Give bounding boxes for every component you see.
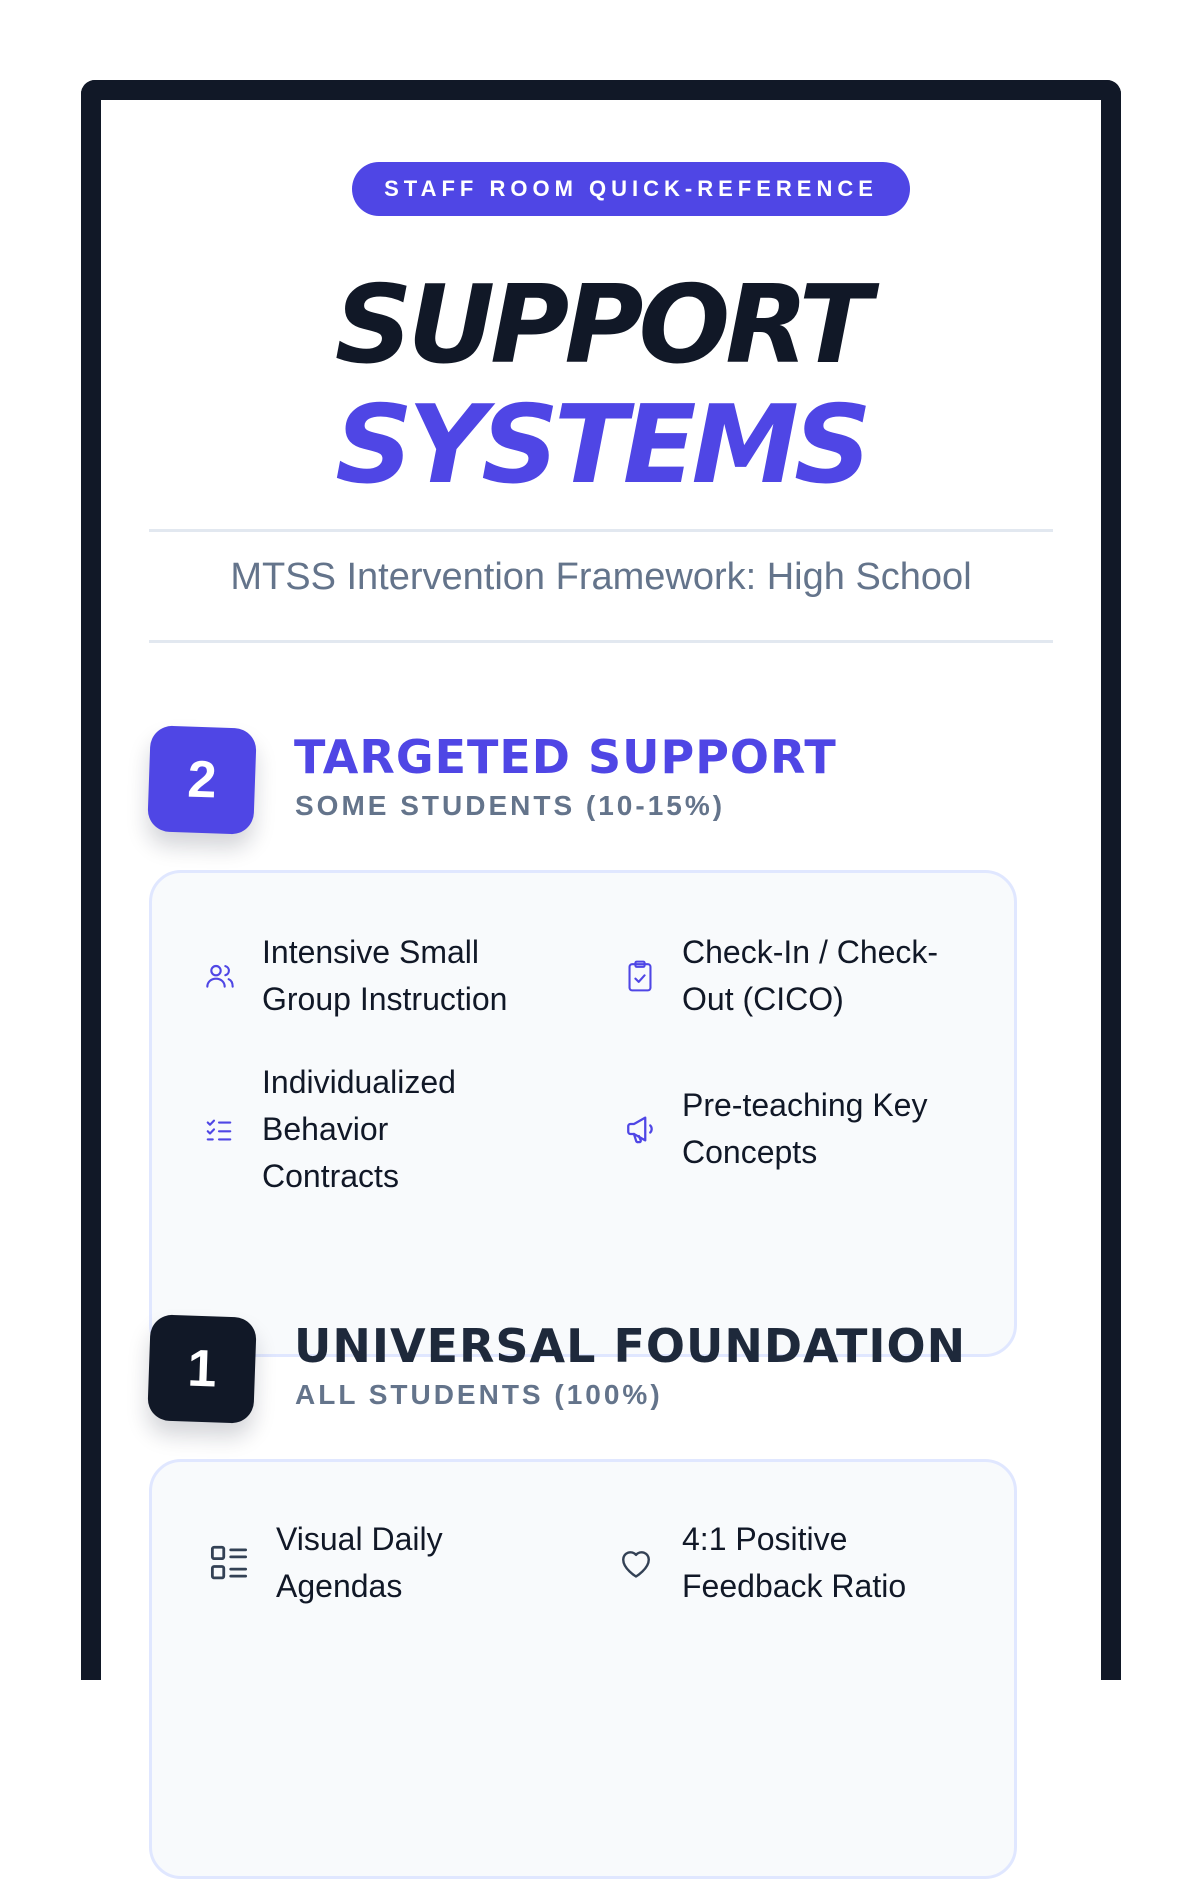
list-item-feedback-ratio: [618, 1516, 942, 1610]
poster-frame: [81, 80, 1121, 1680]
item-label: 4:1 Positive Feedback Ratio: [682, 1521, 907, 1604]
item-label: Individualized Behavior Contracts: [262, 1064, 456, 1194]
tier-1-title: UNIVERSAL FOUNDATION: [294, 1319, 967, 1373]
clipboard-check-icon: [624, 959, 682, 993]
list-item-visual-agendas: [208, 1516, 506, 1610]
tier-2-subtitle: SOME STUDENTS (10-15%): [295, 790, 726, 821]
list-checks-icon: [204, 1115, 262, 1145]
title-line-2: SYSTEMS: [335, 383, 867, 508]
item-label: Intensive Small Group Instruction: [262, 934, 508, 1017]
tier-2-title: TARGETED SUPPORT: [294, 730, 837, 784]
tier-1-card: [149, 1459, 1017, 1879]
users-icon: [204, 960, 262, 992]
tier-1-badge: 1: [147, 1314, 257, 1424]
page-subtitle: MTSS Intervention Framework: High School: [230, 556, 972, 598]
divider-top: [149, 529, 1053, 532]
list-item-cico: [624, 929, 972, 1023]
tier-1-subtitle: ALL STUDENTS (100%): [295, 1379, 663, 1410]
header-badge: STAFF ROOM QUICK-REFERENCE: [352, 162, 910, 216]
list-item-preteaching: [624, 1082, 982, 1176]
list-item-behavior-contracts: [204, 1059, 502, 1200]
item-label: Pre-teaching Key Concepts: [682, 1087, 928, 1170]
item-label: Visual Daily Agendas: [276, 1521, 443, 1604]
megaphone-icon: [624, 1112, 682, 1146]
item-label: Check-In / Check-Out (CICO): [682, 934, 939, 1017]
divider-bottom: [149, 640, 1053, 643]
title-line-1: SUPPORT: [334, 263, 868, 388]
heart-icon: [618, 1546, 682, 1580]
layout-list-icon: [208, 1542, 276, 1584]
tier-2-card: [149, 870, 1017, 1357]
tier-2-badge: 2: [147, 725, 257, 835]
list-item-small-group: [204, 929, 532, 1023]
